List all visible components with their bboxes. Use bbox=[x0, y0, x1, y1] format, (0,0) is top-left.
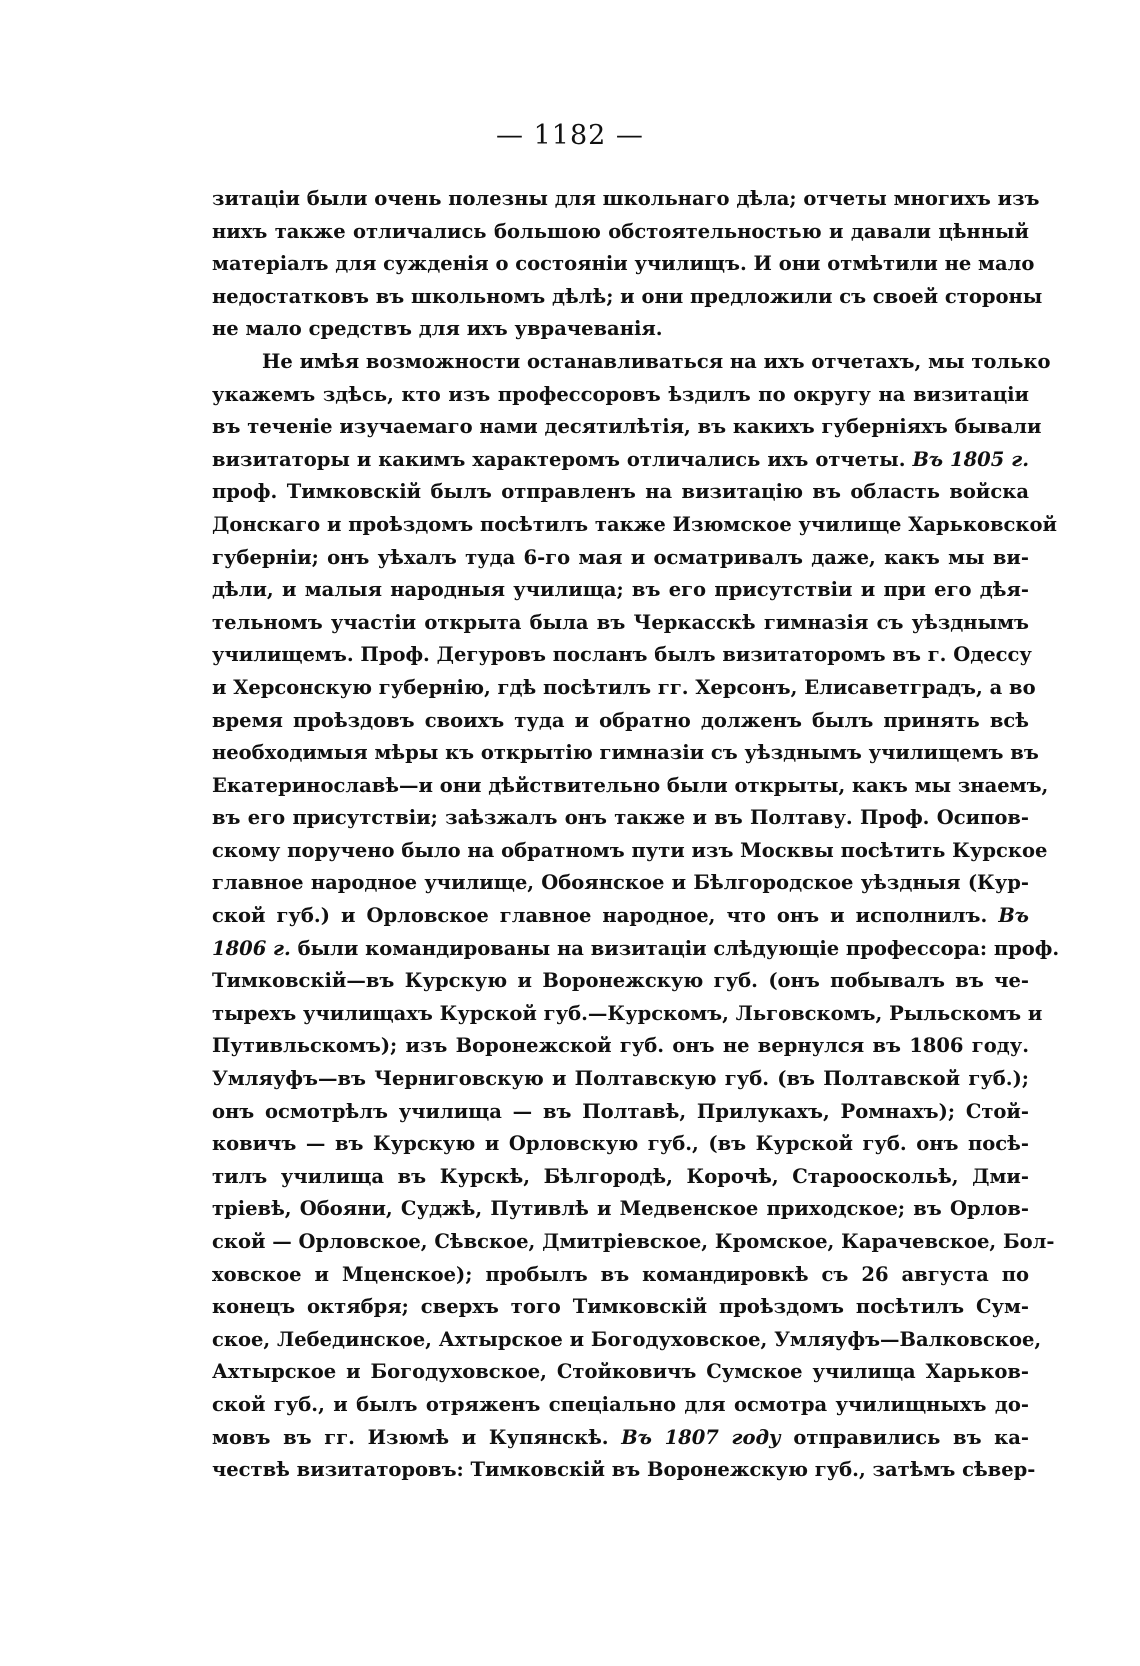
text-segment: мовъ въ гг. Изюмѣ и Купянскѣ. bbox=[212, 1425, 609, 1449]
text-line: скому поручено было на обратномъ пути изъ Москвы посѣтить Курское bbox=[212, 838, 1048, 862]
text-line: тырехъ училищахъ Курской губ.—Курскомъ, Льговскомъ, Рыльскомъ и bbox=[212, 1001, 1043, 1025]
text-line: главное народное училище, Обоянское и Бѣлгородское уѣздныя (Кур- bbox=[212, 871, 1029, 895]
text-line: нихъ также отличались большою обстоятельностью и давали цѣнный bbox=[212, 219, 1029, 243]
year-emphasis: 1806 г. bbox=[212, 936, 291, 960]
text-line: дѣли, и малыя народныя училища; въ его присутствіи и при его дѣя- bbox=[212, 578, 1029, 602]
year-emphasis: Въ bbox=[998, 904, 1029, 928]
text-line: ховское и Мценское); пробылъ въ командировкѣ съ 26 августа по bbox=[212, 1262, 1029, 1286]
text-line: не мало средствъ для ихъ уврачеванія. bbox=[212, 317, 663, 341]
text-line: конецъ октября; сверхъ того Тимковскій проѣздомъ посѣтилъ Сум- bbox=[212, 1295, 1029, 1319]
text-line: губерніи; онъ уѣхалъ туда 6-го мая и осматривалъ даже, какъ мы ви- bbox=[212, 545, 1029, 569]
text-line: ское, Лебединское, Ахтырское и Богодуховское, Умляуфъ—Валковское, bbox=[212, 1327, 1042, 1351]
text-line: тилъ училища въ Курскѣ, Бѣлгородѣ, Корочѣ, Старооскольѣ, Дми- bbox=[212, 1164, 1029, 1188]
text-line: училищемъ. Проф. Дегуровъ посланъ былъ визитаторомъ въ г. Одессу bbox=[212, 643, 1032, 667]
text-line: необходимыя мѣры къ открытію гимназіи съ уѣзднымъ училищемъ въ bbox=[212, 741, 1039, 765]
text-line: Ахтырское и Богодуховское, Стойковичъ Сумское училища Харьков- bbox=[212, 1360, 1029, 1384]
text-segment: были командированы на визитаціи слѣдующіе профессора: проф. bbox=[297, 936, 1060, 960]
text-line: онъ осмотрѣлъ училища — въ Полтавѣ, Прилукахъ, Ромнахъ); Стой- bbox=[212, 1099, 1029, 1123]
text-line: и Херсонскую губернію, гдѣ посѣтилъ гг. Херсонъ, Елисаветградъ, а во bbox=[212, 675, 1036, 699]
text-line: тріевѣ, Обояни, Суджѣ, Путивлѣ и Медвенское приходское; въ Орлов- bbox=[212, 1197, 1029, 1221]
text-line: проф. Тимковскій былъ отправленъ на визитацію въ область войска bbox=[212, 480, 1029, 504]
paragraph-start-line: Не имѣя возможности останавливаться на ихъ отчетахъ, мы только bbox=[262, 349, 1051, 373]
text-line: недостатковъ въ школьномъ дѣлѣ; и они предложили съ своей стороны bbox=[212, 284, 1043, 308]
text-line: время проѣздовъ своихъ туда и обратно долженъ былъ принять всѣ bbox=[212, 708, 1029, 732]
text-segment: визитаторы и какимъ характеромъ отличались ихъ отчеты. bbox=[212, 447, 906, 471]
text-line: въ теченіе изучаемаго нами десятилѣтія, въ какихъ губерніяхъ бывали bbox=[212, 415, 1042, 439]
text-line bbox=[212, 1422, 1029, 1455]
text-line: Тимковскій—въ Курскую и Воронежскую губ. (онъ побывалъ въ че- bbox=[212, 969, 1029, 993]
text-line: въ его присутствіи; заѣзжалъ онъ также и въ Полтаву. Проф. Осипов- bbox=[212, 806, 1029, 830]
year-emphasis: Въ 1805 г. bbox=[912, 447, 1029, 471]
text-line: ской губ., и былъ отряженъ спеціально для осмотра училищныхъ до- bbox=[212, 1392, 1029, 1416]
text-line: Екатеринославѣ—и они дѣйствительно были открыты, какъ мы знаемъ, bbox=[212, 773, 1049, 797]
text-line: Путивльскомъ); изъ Воронежской губ. онъ не вернулся въ 1806 году. bbox=[212, 1034, 1029, 1058]
text-line: матеріалъ для сужденія о состояніи училищъ. И они отмѣтили не мало bbox=[212, 252, 1035, 276]
text-segment: отправились въ ка- bbox=[793, 1425, 1029, 1449]
text-line: Донскаго и проѣздомъ посѣтилъ также Изюмское училище Харьковской bbox=[212, 512, 1057, 536]
body-text bbox=[212, 183, 1060, 1487]
text-segment: ской губ.) и Орловское главное народное, что онъ и исполнилъ. bbox=[212, 904, 988, 928]
text-line: ской — Орловское, Сѣвское, Дмитріевское, Кромское, Карачевское, Бол- bbox=[212, 1230, 1055, 1253]
text-line: тельномъ участіи открыта была въ Черкасскѣ гимназія съ уѣзднымъ bbox=[212, 610, 1029, 634]
year-emphasis: Въ 1807 году bbox=[621, 1425, 781, 1449]
text-line: Умляуфъ—въ Черниговскую и Полтавскую губ. (въ Полтавской губ.); bbox=[212, 1067, 1029, 1091]
text-line: ковичъ — въ Курскую и Орловскую губ., (въ Курской губ. онъ посѣ- bbox=[212, 1132, 1029, 1156]
text-line bbox=[212, 933, 1060, 966]
text-line: чествѣ визитаторовъ: Тимковскій въ Воронежскую губ., затѣмъ сѣвер- bbox=[212, 1458, 1036, 1482]
text-line: укажемъ здѣсь, кто изъ профессоровъ ѣздилъ по округу на визитаціи bbox=[212, 382, 1029, 406]
page-number: — 1182 — bbox=[496, 120, 644, 151]
text-line bbox=[212, 900, 1029, 933]
text-line: зитаціи были очень полезны для школьнаго дѣла; отчеты многихъ изъ bbox=[212, 187, 1040, 210]
text-line bbox=[212, 444, 1029, 477]
